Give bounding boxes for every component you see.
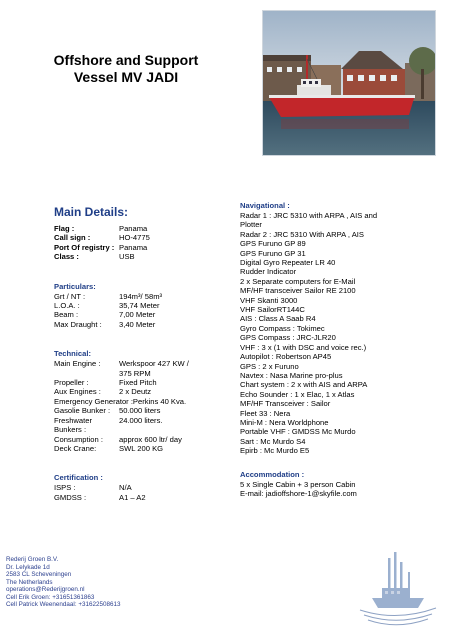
nav-line: Autopilot : Robertson AP45 <box>240 352 332 362</box>
nav-line: 2 x Separate computers for E-Mail <box>240 276 356 286</box>
nav-line: VHF : 3 x (1 with DSC and voice rec.) <box>240 342 367 352</box>
row-value <box>119 359 232 378</box>
accommodation-email: E-mail: jadioffshore-1@skyfile.com <box>240 488 357 498</box>
technical-section <box>54 349 232 453</box>
row-value: A1 – A2 <box>119 492 146 502</box>
particulars-heading: Particulars: <box>54 281 96 291</box>
general-details <box>54 224 232 262</box>
certification-row <box>54 483 232 492</box>
particulars-section <box>54 282 232 330</box>
nav-line: Echo Sounder : 1 x Elac, 1 x Atlas <box>240 389 355 399</box>
nav-line: GPS Compass : JRC-JLR20 <box>240 333 336 343</box>
footer-email: operations@Rederijgroen.nl <box>6 586 85 593</box>
nav-line: MF/HF transceiver Sailor RE 2100 <box>240 286 356 296</box>
footer-line: Dr. Lelykade 1d <box>6 563 50 571</box>
row-value: 24.000 liters. <box>119 415 163 425</box>
propeller-row <box>54 378 232 387</box>
class-row <box>54 252 232 261</box>
left-column <box>54 224 232 502</box>
nav-line: VHF SailorRT144C <box>240 305 305 315</box>
footer-line: Cell Erik Groen: +31651361863 <box>6 593 95 601</box>
nav-line: Chart system : 2 x with AIS and ARPA <box>240 380 368 390</box>
title-line-2: Vessel MV JADI <box>73 69 179 85</box>
row-value: approx 600 ltr/ day <box>119 434 182 444</box>
particulars-row <box>54 301 232 310</box>
nav-line: Navtex : Nasa Marine pro-plus <box>240 370 343 380</box>
row-value: 35,74 Meter <box>119 301 160 311</box>
footer-line: The Netherlands <box>6 578 53 586</box>
document-title <box>26 52 226 86</box>
nav-line: Epirb : Mc Murdo E5 <box>240 446 310 456</box>
row-key: Call sign : <box>54 233 91 243</box>
nav-line: Radar 1 : JRC 5310 with ARPA , AIS and <box>240 211 378 220</box>
nav-line: Portable VHF : GMDSS Mc Murdo <box>240 427 356 437</box>
footer-line: 2583 CL Scheveningen <box>6 571 72 578</box>
nav-line: GPS Furuno GP 31 <box>240 248 306 258</box>
nav-line: MF/HF Transceiver : Sailor <box>240 399 331 409</box>
row-value: 50.000 liters <box>119 406 161 416</box>
particulars-row <box>54 292 232 301</box>
row-value: 2 x Deutz <box>119 387 152 397</box>
call-sign-row <box>54 233 232 242</box>
particulars-row <box>54 320 232 329</box>
nav-line: Mini-M : Nera Worldphone <box>240 417 329 427</box>
nav-line: Radar 2 : JRC 5310 With ARPA , AIS <box>240 229 364 239</box>
row-key: Class : <box>54 252 79 262</box>
row-value: Panama <box>119 224 148 233</box>
row-key: Deck Crane: <box>54 443 97 453</box>
right-column <box>240 201 440 498</box>
main-engine-row <box>54 359 232 378</box>
title-line-1: Offshore and Support <box>53 52 199 68</box>
accommodation-line: 5 x Single Cabin + 3 person Cabin <box>240 479 356 489</box>
footer-line: Rederij Groen B.V. <box>6 556 59 563</box>
vessel-photo <box>262 10 436 156</box>
row-key: Flag : <box>54 224 75 233</box>
nav-line: VHF Skanti 3000 <box>240 295 298 305</box>
navigational-section <box>240 201 440 456</box>
row-key: Aux Engines : <box>54 387 101 397</box>
technical-row <box>54 416 232 435</box>
technical-row <box>54 435 232 444</box>
row-key: Beam : <box>54 310 79 320</box>
certification-heading: Certification : <box>54 473 103 483</box>
row-key: GMDSS : <box>54 492 87 502</box>
row-value: N/A <box>119 483 132 493</box>
company-address-footer <box>6 556 176 609</box>
nav-line: GPS Furuno GP 89 <box>240 239 306 249</box>
row-key: ISPS : <box>54 483 76 493</box>
navigational-heading: Navigational : <box>240 201 290 210</box>
row-key: Grt / NT : <box>54 291 86 301</box>
row-key: Max Draught : <box>54 319 102 329</box>
technical-row <box>54 444 232 453</box>
nav-line: Fleet 33 : Nera <box>240 408 291 418</box>
technical-row <box>54 406 232 415</box>
nav-line: GPS : 2 x Furuno <box>240 361 299 371</box>
row-value: HO-4775 <box>119 233 150 243</box>
row-key: L.O.A. : <box>54 301 80 311</box>
certification-row <box>54 493 232 502</box>
particulars-row <box>54 310 232 319</box>
footer-line: Cell Patrick Weenendaal: +31622508613 <box>6 601 121 608</box>
row-value: 3,40 Meter <box>119 319 156 329</box>
accommodation-section <box>240 470 440 499</box>
row-key: Main Engine : <box>54 359 101 369</box>
nav-line: AIS : Class A Saab R4 <box>240 314 316 324</box>
main-details-heading: Main Details: <box>54 205 129 219</box>
row-value: Fixed Pitch <box>119 378 157 388</box>
nav-line: Plotter <box>240 220 262 230</box>
emergency-generator-line: Emergency Generator :Perkins 40 Kva. <box>54 396 187 406</box>
row-value: 194m³/ 58m³ <box>119 291 163 301</box>
row-value: SWL 200 KG <box>119 443 164 453</box>
nav-line: Digital Gyro Repeater LR 40 <box>240 258 336 268</box>
aux-engines-row <box>54 387 232 396</box>
row-key: Port Of registry : <box>54 242 115 252</box>
row-key: Consumption : <box>54 434 103 444</box>
port-of-registry-row <box>54 243 232 252</box>
company-logo <box>352 548 442 628</box>
row-key: Propeller : <box>54 378 89 388</box>
certification-section <box>54 473 232 502</box>
main-engine-value-2: 375 RPM <box>119 368 151 378</box>
nav-line: Rudder Indicator <box>240 267 297 277</box>
nav-line: Gyro Compass : Tokimec <box>240 323 325 333</box>
row-value: Panama <box>119 242 148 252</box>
row-value: 7,00 Meter <box>119 310 156 320</box>
main-engine-value-1: Werkspoor 427 KW / <box>119 359 189 369</box>
flag-row <box>54 224 232 233</box>
nav-line: Sart : Mc Murdo S4 <box>240 436 306 446</box>
accommodation-heading: Accommodation : <box>240 469 305 479</box>
row-key: Gasolie Bunker : <box>54 406 111 416</box>
technical-heading: Technical: <box>54 349 91 359</box>
row-value: USB <box>119 252 135 262</box>
row-key: Freshwater Bunkers : <box>54 415 92 435</box>
